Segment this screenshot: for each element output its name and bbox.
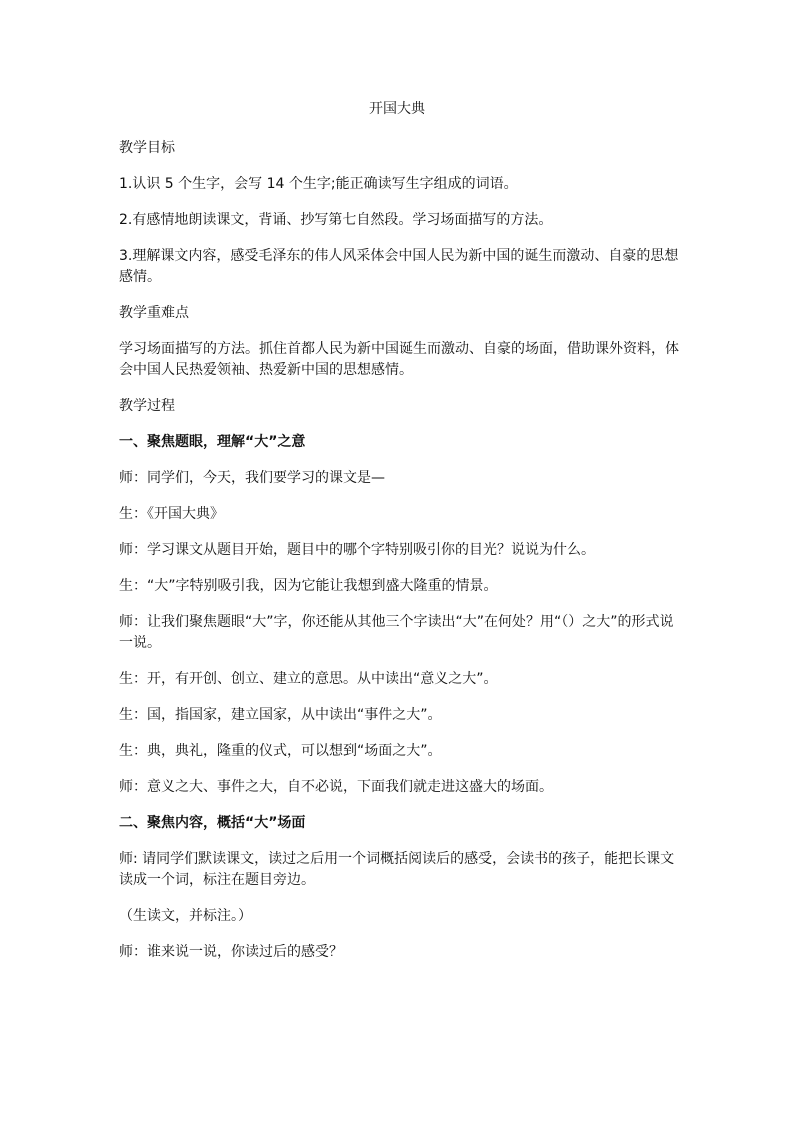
objective-2: 2.有感情地朗读课文，背诵、抄写第七自然段。学习场面描写的方法。 (119, 212, 553, 228)
dialogue-line: （生读文，并标注。） (119, 908, 252, 924)
dialogue-line: 生：典，典礼，隆重的仪式，可以想到“场面之大”。 (119, 743, 442, 759)
dialogue-line: 生：国，指国家，建立国家，从中读出“事件之大”。 (119, 707, 442, 723)
dialogue-line: 生：开，有开创、创立、建立的意思。从中读出“意义之大”。 (119, 671, 498, 687)
dialogue-line: 生：“大”字特别吸引我，因为它能让我想到盛大隆重的情景。 (119, 578, 498, 594)
section-heading-key-points: 教学重难点 (119, 305, 189, 321)
dialogue-line: 师：学习课文从题目开始，题目中的哪个字特别吸引你的目光？说说为什么。 (119, 542, 595, 558)
section-heading-process: 教学过程 (119, 398, 175, 414)
process-step-1-heading: 一、聚焦题眼，理解“大”之意 (119, 434, 306, 450)
dialogue-line: 生：《开国大典》 (119, 506, 224, 522)
dialogue-line: 师：同学们，今天，我们要学习的课文是— (119, 470, 385, 486)
objective-3: 3.理解课文内容，感受毛泽东的伟人风采体会中国人民为新中国的诞生而激动、自豪的思想感情。 (119, 248, 679, 285)
document-title: 开国大典 (369, 101, 425, 117)
section-heading-objectives: 教学目标 (119, 140, 175, 156)
key-points-text: 学习场面描写的方法。抓住首都人民为新中国诞生而激动、自豪的场面，借助课外资料，体会中国人民热爱领袖、热爱新中国的思想感情。 (119, 341, 679, 378)
dialogue-line: 师：让我们聚焦题眼“大”字，你还能从其他三个字读出“大”在何处？用“（）之大”的形式说一说。 (119, 614, 674, 651)
dialogue-line: 师：谁来说一说，你读过后的感受？ (119, 944, 343, 960)
document-body (119, 138, 679, 978)
dialogue-line: 师: 请同学们默读课文，读过之后用一个词概括阅读后的感受，会读书的孩子，能把长课文读成一个词，标注在题目旁边。 (119, 851, 675, 888)
dialogue-line: 师：意义之大、事件之大，自不必说，下面我们就走进这盛大的场面。 (119, 779, 553, 795)
objective-1: 1.认识 5 个生字，会写 14 个生字;能正确读写生字组成的词语。 (119, 176, 518, 192)
process-step-2-heading: 二、聚焦内容，概括“大”场面 (119, 815, 306, 831)
